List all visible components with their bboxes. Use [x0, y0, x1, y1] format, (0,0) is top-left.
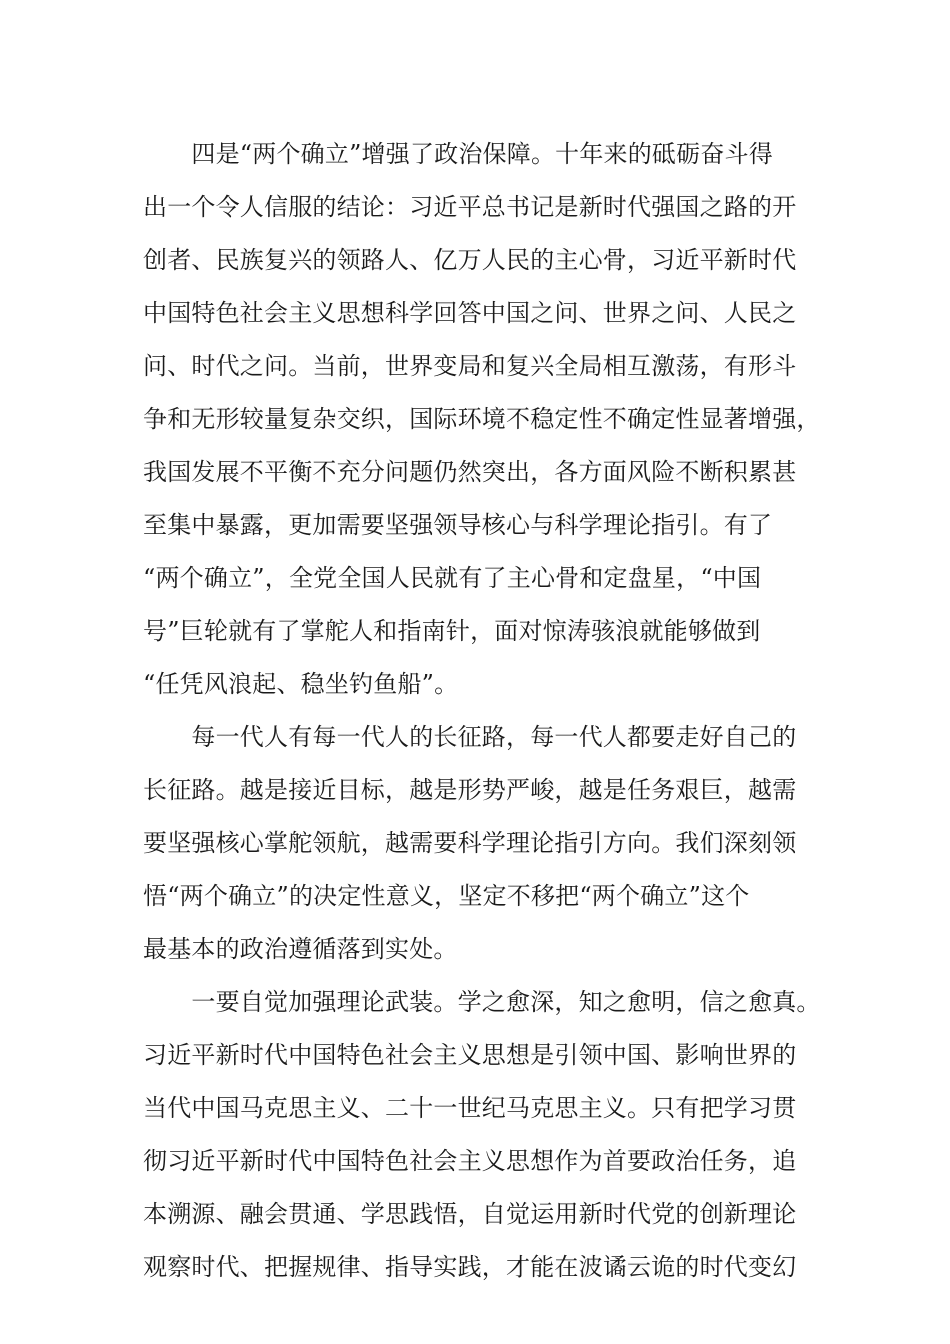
document-body: [143, 128, 821, 1294]
text-line: 一要自觉加强理论武装。学之愈深，知之愈明，信之愈真。: [143, 988, 821, 1016]
text-line: 四是“两个确立”增强了政治保障。十年来的砥砺奋斗得: [143, 140, 773, 168]
text-line: “任凭风浪起、稳坐钓鱼船”。: [143, 670, 459, 698]
text-line: 本溯源、融会贯通、学思践悟，自觉运用新时代党的创新理论: [143, 1200, 797, 1228]
text-line: 中国特色社会主义思想科学回答中国之问、世界之问、人民之: [143, 299, 797, 327]
text-line: 创者、民族复兴的领路人、亿万人民的主心骨，习近平新时代: [143, 246, 797, 274]
text-line: 争和无形较量复杂交织，国际环境不稳定性不确定性显著增强，: [143, 405, 821, 433]
text-line: 出一个令人信服的结论：习近平总书记是新时代强国之路的开: [143, 193, 797, 221]
text-line: 当代中国马克思主义、二十一世纪马克思主义。只有把学习贯: [143, 1094, 797, 1122]
text-line: 长征路。越是接近目标，越是形势严峻，越是任务艰巨，越需: [143, 776, 797, 804]
text-line: 悟“两个确立”的决定性意义，坚定不移把“两个确立”这个: [143, 882, 750, 910]
paragraph-two-establishments: [143, 128, 821, 711]
text-line: 每一代人有每一代人的长征路，每一代人都要走好自己的: [143, 723, 797, 751]
paragraph-theory-study: [143, 976, 821, 1294]
text-line: “两个确立”，全党全国人民就有了主心骨和定盘星，“中国: [143, 564, 762, 592]
text-line: 彻习近平新时代中国特色社会主义思想作为首要政治任务，追: [143, 1147, 797, 1175]
text-line: 至集中暴露，更加需要坚强领导核心与科学理论指引。有了: [143, 511, 773, 539]
paragraph-long-march: [143, 711, 803, 976]
text-line: 观察时代、把握规律、指导实践，才能在波谲云诡的时代变幻: [143, 1253, 797, 1281]
text-line: 最基本的政治遵循落到实处。: [143, 935, 458, 963]
text-line: 问、时代之问。当前，世界变局和复兴全局相互激荡，有形斗: [143, 352, 797, 380]
text-line: 我国发展不平衡不充分问题仍然突出，各方面风险不断积累甚: [143, 458, 797, 486]
text-line: 要坚强核心掌舵领航，越需要科学理论指引方向。我们深刻领: [143, 829, 797, 857]
text-line: 号”巨轮就有了掌舵人和指南针，面对惊涛骇浪就能够做到: [143, 617, 761, 645]
text-line: 习近平新时代中国特色社会主义思想是引领中国、影响世界的: [143, 1041, 797, 1069]
